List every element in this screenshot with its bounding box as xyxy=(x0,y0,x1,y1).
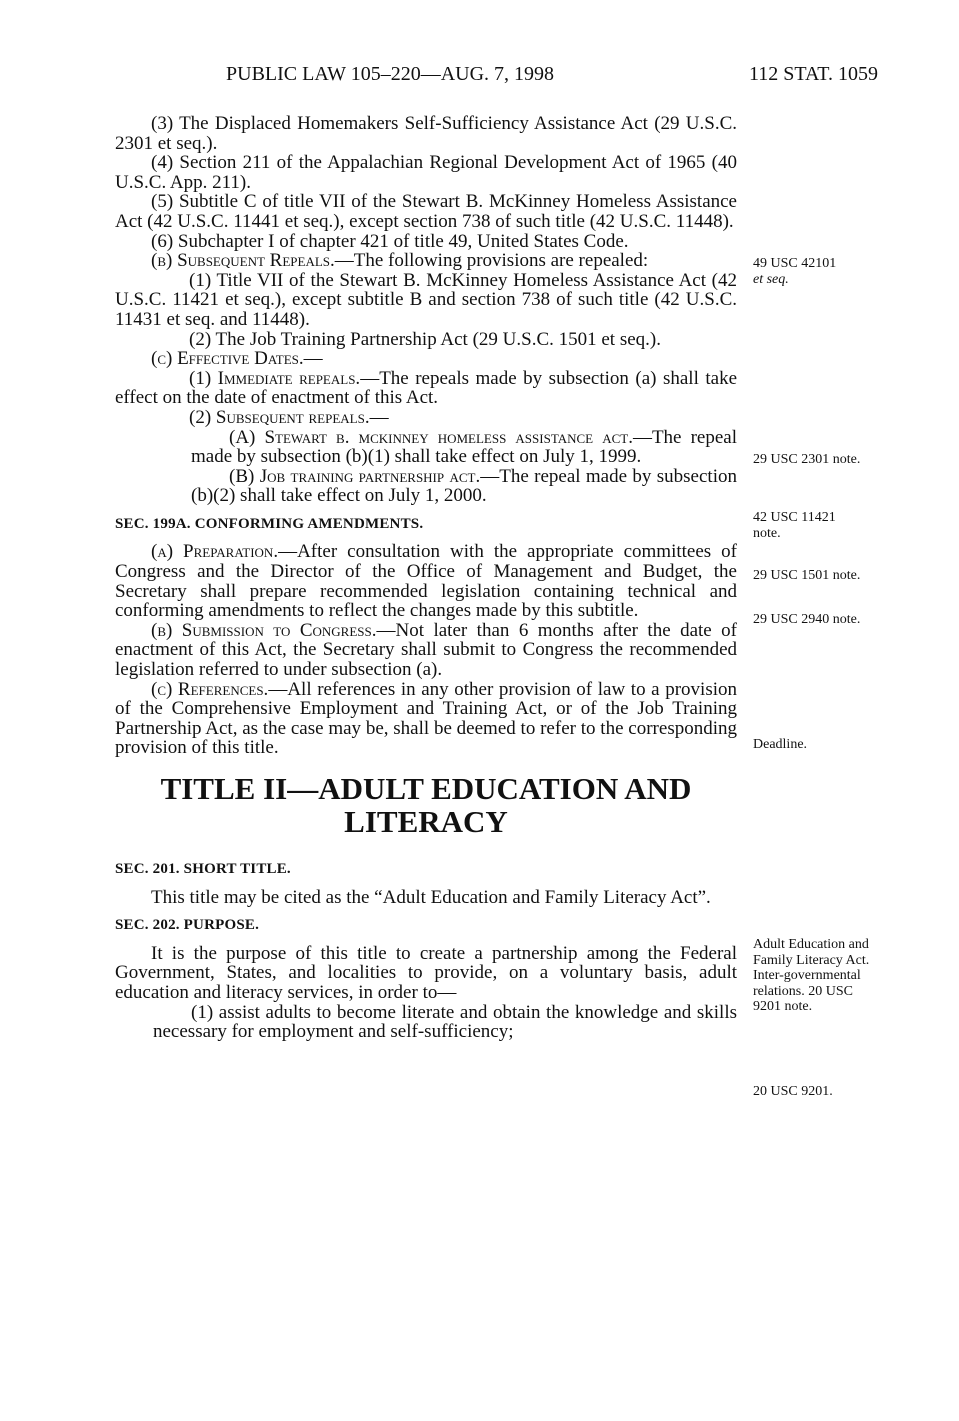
section-heading: SEC. 199A. CONFORMING AMENDMENTS. xyxy=(115,515,424,532)
paragraph-heading: (2) Subsequent repeals.— xyxy=(189,406,389,428)
paragraph xyxy=(115,369,737,408)
margin-note: 29 USC 1501 note. xyxy=(753,568,861,583)
margin-note: 49 USC 42101 et seq. xyxy=(753,256,837,287)
paragraph xyxy=(115,621,737,680)
paragraph: (4) Section 211 of the Appalachian Regional Development Act of 1965 (40 U.S.C. App. 211). xyxy=(115,152,737,193)
header-law-date: PUBLIC LAW 105–220—AUG. 7, 1998 xyxy=(226,63,555,85)
paragraph-heading: (B) Job training partnership act. xyxy=(229,465,481,487)
paragraph-heading: (A) Stewart b. mckinney homeless assistance act. xyxy=(229,426,633,448)
paragraph: (3) The Displaced Homemakers Self-Sufficiency Assistance Act (29 U.S.C. 2301 et seq.). xyxy=(115,113,737,154)
paragraph: (1) assist adults to become literate and obtain the knowledge and skills necessary for employment and self-sufficiency; xyxy=(153,1001,737,1043)
paragraph: This title may be cited as the “Adult Education and Family Literacy Act”. xyxy=(151,886,711,908)
margin-note: 29 USC 2301 note. xyxy=(753,452,861,467)
paragraph: It is the purpose of this title to create a partnership among the Federal Government, States, and localities to provide, on a voluntary basis, adult education and literacy services, in order to— xyxy=(115,942,737,1003)
paragraph-heading: (b) Subsequent Repeals. xyxy=(151,250,335,272)
paragraph-text: —All references in any other provision of law to a provision of the Comprehensive Employment and Training Act, or of the Job Training Partnership Act, as the case may be, shall be deemed to refer to the corresponding provision of this title. xyxy=(115,678,737,759)
paragraph-heading: (c) References. xyxy=(151,678,269,700)
paragraph xyxy=(115,428,737,467)
title-line: TITLE II—ADULT EDUCATION AND xyxy=(160,771,692,806)
margin-note: 42 USC 11421 note. xyxy=(753,510,836,541)
paragraph-text: —The repeal made by subsection (b)(2) shall take effect on July 1, 2000. xyxy=(191,465,737,507)
paragraph: (2) The Job Training Partnership Act (29 U.S.C. 1501 et seq.). xyxy=(189,328,661,350)
paragraph xyxy=(115,251,737,271)
margin-note: Deadline. xyxy=(753,737,808,752)
section-heading: SEC. 201. SHORT TITLE. xyxy=(115,861,291,877)
section-heading: SEC. 202. PURPOSE. xyxy=(115,917,260,934)
main-text xyxy=(115,114,737,1042)
title-heading xyxy=(115,772,737,838)
paragraph-text: —Not later than 6 months after the date of enactment of this Act, the Secretary shall submit to Congress the recommended legislation referred to under subsection (a). xyxy=(115,619,737,681)
header-stat-page: 112 STAT. 1059 xyxy=(749,63,878,85)
paragraph xyxy=(115,467,737,506)
margin-note: 29 USC 2940 note. xyxy=(753,612,861,627)
margin-note: Adult Education and Family Literacy Act. Inter-governmental relations. 20 USC 9201 note. xyxy=(753,937,870,1015)
paragraph xyxy=(115,542,737,620)
paragraph-text: —The following provisions are repealed: xyxy=(334,250,649,272)
margin-note: 20 USC 9201. xyxy=(753,1084,833,1099)
paragraph-heading: (c) Effective Dates.— xyxy=(151,348,323,370)
paragraph-heading: (a) Preparation. xyxy=(151,541,279,563)
paragraph: (1) Title VII of the Stewart B. McKinney Homeless Assistance Act (42 U.S.C. 11421 et seq.), except subtitle B and section 738 of such title (42 U.S.C. 11431 et seq. and 11448). xyxy=(115,269,737,330)
paragraph-text: —After consultation with the appropriate committees of Congress and the Director of the Office of Management and Budget, the Secretary shall prepare recommended legislation containing technical and conforming amendments to reflect the changes made by this subtitle. xyxy=(115,541,737,622)
paragraph: (5) Subtitle C of title VII of the Stewart B. McKinney Homeless Assistance Act (42 U.S.C. 11441 et seq.), except section 738 of such title (42 U.S.C. 11448). xyxy=(115,191,737,232)
paragraph-text: —The repeals made by subsection (a) shall take effect on the date of enactment of this Act. xyxy=(115,367,737,409)
paragraph-heading: (b) Submission to Congress. xyxy=(151,619,377,641)
paragraph xyxy=(115,680,737,758)
paragraph-heading: (1) Immediate repeals. xyxy=(189,367,361,389)
title-line: LITERACY xyxy=(344,804,508,839)
paragraph: (6) Subchapter I of chapter 421 of title 49, United States Code. xyxy=(151,230,629,252)
paragraph-text: —The repeal made by subsection (b)(1) shall take effect on July 1, 1999. xyxy=(191,426,737,468)
